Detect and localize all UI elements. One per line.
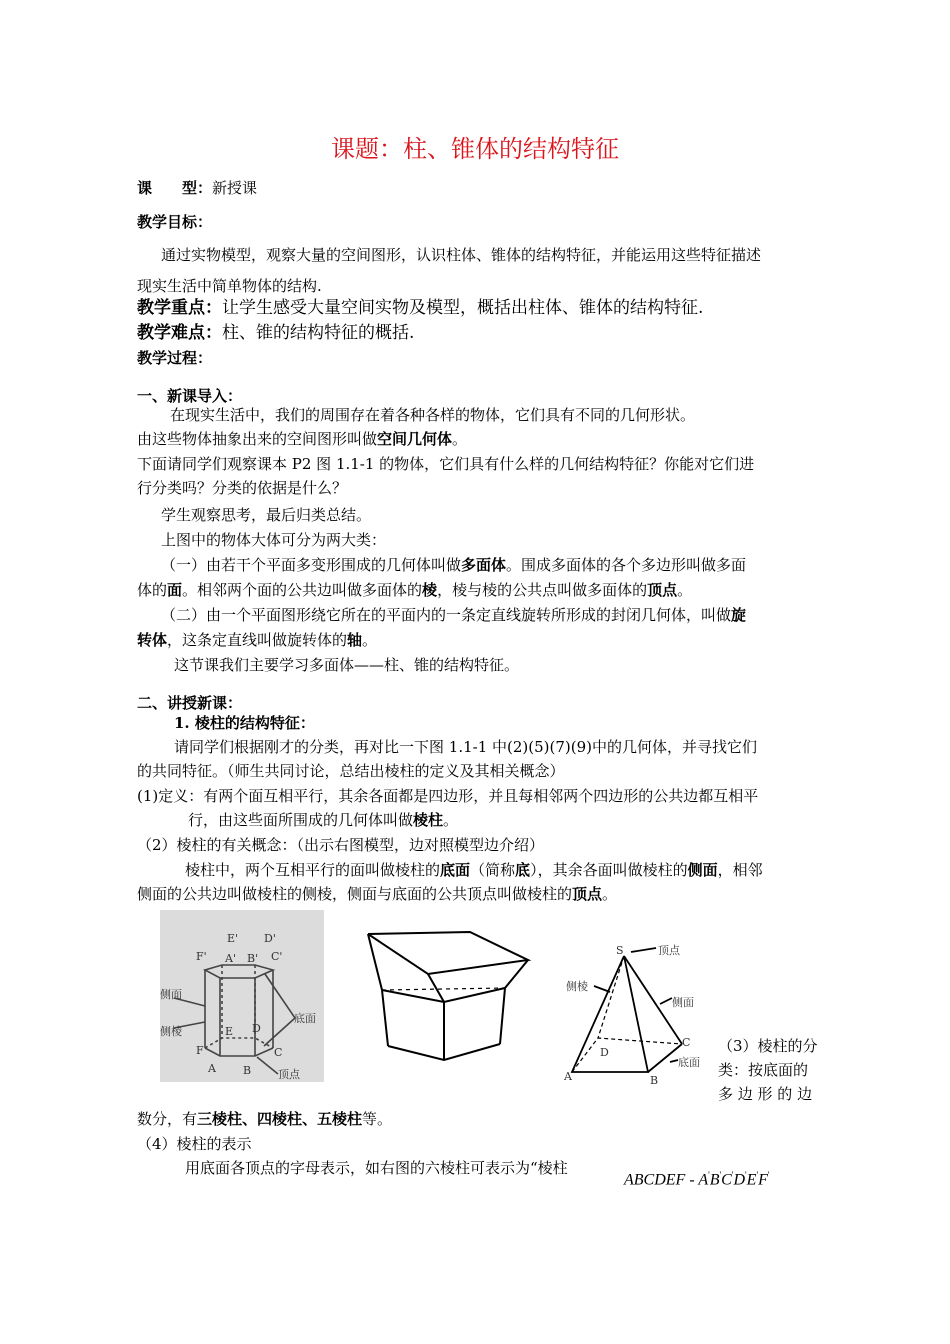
pyr-label-base: 底面 [678,1056,700,1069]
term-rotation-2: 转体 [137,631,168,649]
c2-c: 。 [602,885,618,903]
section1-p1: 在现实生活中，我们的周围存在着各种各样的物体，它们具有不同的几何形状。 [170,406,696,424]
c2-a: 侧面的公共边叫做棱柱的侧棱，侧面与底面的公共顶点叫做棱柱的 [137,885,573,903]
c1-g: ，相邻 [717,861,763,879]
course-type-value: 新授课 [212,179,258,197]
section1-p6 [161,555,746,575]
classification-line-1: （3）棱柱的分 [718,1037,818,1055]
classification-line-2: 类：按底面的 [718,1061,809,1079]
def2-text: 行，由这些面所围成的几何体叫做 [188,811,414,829]
course-type-line [137,178,257,198]
pyr-label-side-edge: 侧棱 [566,980,588,993]
term-polyhedron: 多面体 [461,556,507,574]
c1-c: （简称 [470,861,516,879]
skewed-prism-figure [358,926,538,1068]
key-point-text: 让学生感受大量空间实物及模型，概括出柱体、锥体的结构特征. [222,298,704,318]
section2-sub1: 1. 棱柱的结构特征： [174,714,315,732]
term-prism-types: 三棱柱、四棱柱、五棱柱 [197,1110,363,1128]
section1-p4: 学生观察思考，最后归类总结。 [161,506,372,524]
label-side-edge: 侧棱 [160,1025,182,1038]
key-point-label: 教学重点： [137,298,222,318]
formula-d: D [733,1171,746,1189]
term-side-face: 侧面 [687,861,718,879]
label-c-prime: C' [271,950,283,963]
p9-d: 。 [362,631,378,649]
label-d: D [252,1022,261,1035]
section2-p1b: 的共同特征。（师生共同讨论，总结出棱柱的定义及其相关概念） [137,762,565,780]
concept-line-1 [185,860,763,880]
classification-line-3: 多 边 形 的 边 [718,1085,813,1103]
label-f-prime: F' [196,950,207,963]
term-base-face: 底面 [440,861,471,879]
p8-text: （二）由一个平面图形绕它所在的平面内的一条定直线旋转所形成的封闭几何体，叫做 [161,606,732,624]
pyr-label-c: C [682,1036,691,1049]
classification-line-4 [137,1109,392,1129]
pyr-label-b: B [650,1074,659,1087]
section1-p5: 上图中的物体大体可分为两大类： [161,531,387,549]
term-rotation-1: 旋 [731,606,747,624]
goals-line-2: 现实生活中简单物体的结构. [137,277,322,295]
concept-line-2 [137,884,617,904]
page-title: 课题：柱、锥体的结构特征 [331,135,619,163]
class4-a: 数分，有 [137,1110,198,1128]
term-base: 底 [515,861,531,879]
pyr-label-d: D [600,1046,609,1059]
label-f: F [196,1044,204,1057]
section2-heading: 二、讲授新课： [137,694,243,712]
label-side-face: 侧面 [160,988,182,1001]
hexagonal-prism-figure [160,910,324,1082]
p6-text: （一）由若干个平面多变形围成的几何体叫做 [161,556,462,574]
formula-base: ABCDEF - [624,1171,699,1189]
difficulty-line [137,323,414,343]
pyr-label-s: S [616,944,624,957]
p7-a: 体的 [137,581,168,599]
p7-c: 。相邻两个面的公共边叫做多面体的 [182,581,423,599]
difficulty-label: 教学难点： [137,323,222,343]
section1-p3a: 下面请同学们观察课本 P2 图 1.1-1 的物体，它们具有什么样的几何结构特征？你能对它们进 [137,455,755,473]
formula-c: C [721,1171,732,1189]
label-a-prime: A' [225,952,236,965]
p7-g: 。 [677,581,693,599]
pyramid-figure [560,938,720,1088]
c1-a: 棱柱中，两个互相平行的面叫做棱柱的 [185,861,441,879]
term-space-geometry: 空间几何体 [377,430,453,448]
formula-b: B [709,1171,720,1189]
goals-line-1: 通过实物模型，观察大量的空间图形，认识柱体、锥体的结构特征，并能运用这些特征描述 [161,246,762,264]
label-e-prime: E' [227,932,239,945]
process-heading: 教学过程： [137,349,213,367]
label-base-face: 底面 [294,1012,316,1025]
prism-notation-formula: ABCDEF - A'B'C'D'E'F' [624,1170,770,1189]
label-b: B [243,1064,252,1077]
p6-tail: 。围成多面体的各个多边形叫做多面 [506,556,747,574]
term-edge: 棱 [422,581,438,599]
label-c: C [274,1046,283,1059]
section2-p1a: 请同学们根据刚才的分类，再对比一下图 1.1-1 中(2)(5)(7)(9)中的几何体，并寻找它们 [174,738,757,756]
p2-text: 由这些物体抽象出来的空间图形叫做 [137,430,378,448]
pyr-label-a: A [564,1070,572,1083]
label-a: A [208,1062,216,1075]
term-vertex: 顶点 [647,581,678,599]
term-prism-vertex: 顶点 [572,885,603,903]
section1-p9 [137,630,377,650]
section1-p8 [161,605,746,625]
representation-line: 用底面各顶点的字母表示，如右图的六棱柱可表示为“棱柱 [185,1159,568,1177]
section1-p2 [137,429,467,449]
goals-heading: 教学目标： [137,213,213,231]
class4-c: 等。 [362,1110,393,1128]
label-e: E [225,1025,234,1038]
term-axis: 轴 [347,631,363,649]
p9-b: ，这条定直线叫做旋转体的 [167,631,348,649]
concept-heading: （2）棱柱的有关概念：（出示右图模型，边对照模型边介绍） [137,836,545,854]
difficulty-text: 柱、锥的结构特征的概括. [222,323,415,343]
c1-e: ），其余各面叫做棱柱的 [530,861,688,879]
representation-heading: （4）棱柱的表示 [137,1135,252,1153]
definition-line-2 [188,810,458,830]
formula-f: F [758,1171,768,1189]
key-point-line [137,298,703,318]
section1-p7 [137,580,692,600]
p2-end: 。 [452,430,468,448]
term-prism: 棱柱 [413,811,444,829]
section1-heading: 一、新课导入： [137,387,243,405]
term-face: 面 [167,581,183,599]
label-vertex: 顶点 [278,1068,300,1081]
label-b-prime: B' [247,952,259,965]
formula-e: E [746,1171,757,1189]
pyr-label-side-face: 侧面 [672,996,694,1009]
p7-e: ，棱与棱的公共点叫做多面体的 [437,581,648,599]
pyr-label-vertex: 顶点 [658,944,680,957]
section1-p3b: 行分类吗？分类的依据是什么？ [137,479,348,497]
def2-end: 。 [443,811,459,829]
course-type-label: 课 型： [137,179,213,197]
label-d-prime: D' [264,932,276,945]
formula-a: A [698,1171,709,1189]
section1-p10: 这节课我们主要学习多面体——柱、锥的结构特征。 [174,656,520,674]
definition-line-1: (1)定义：有两个面互相平行，其余各面都是四边形，并且每相邻两个四边形的公共边都互相平 [137,787,759,805]
